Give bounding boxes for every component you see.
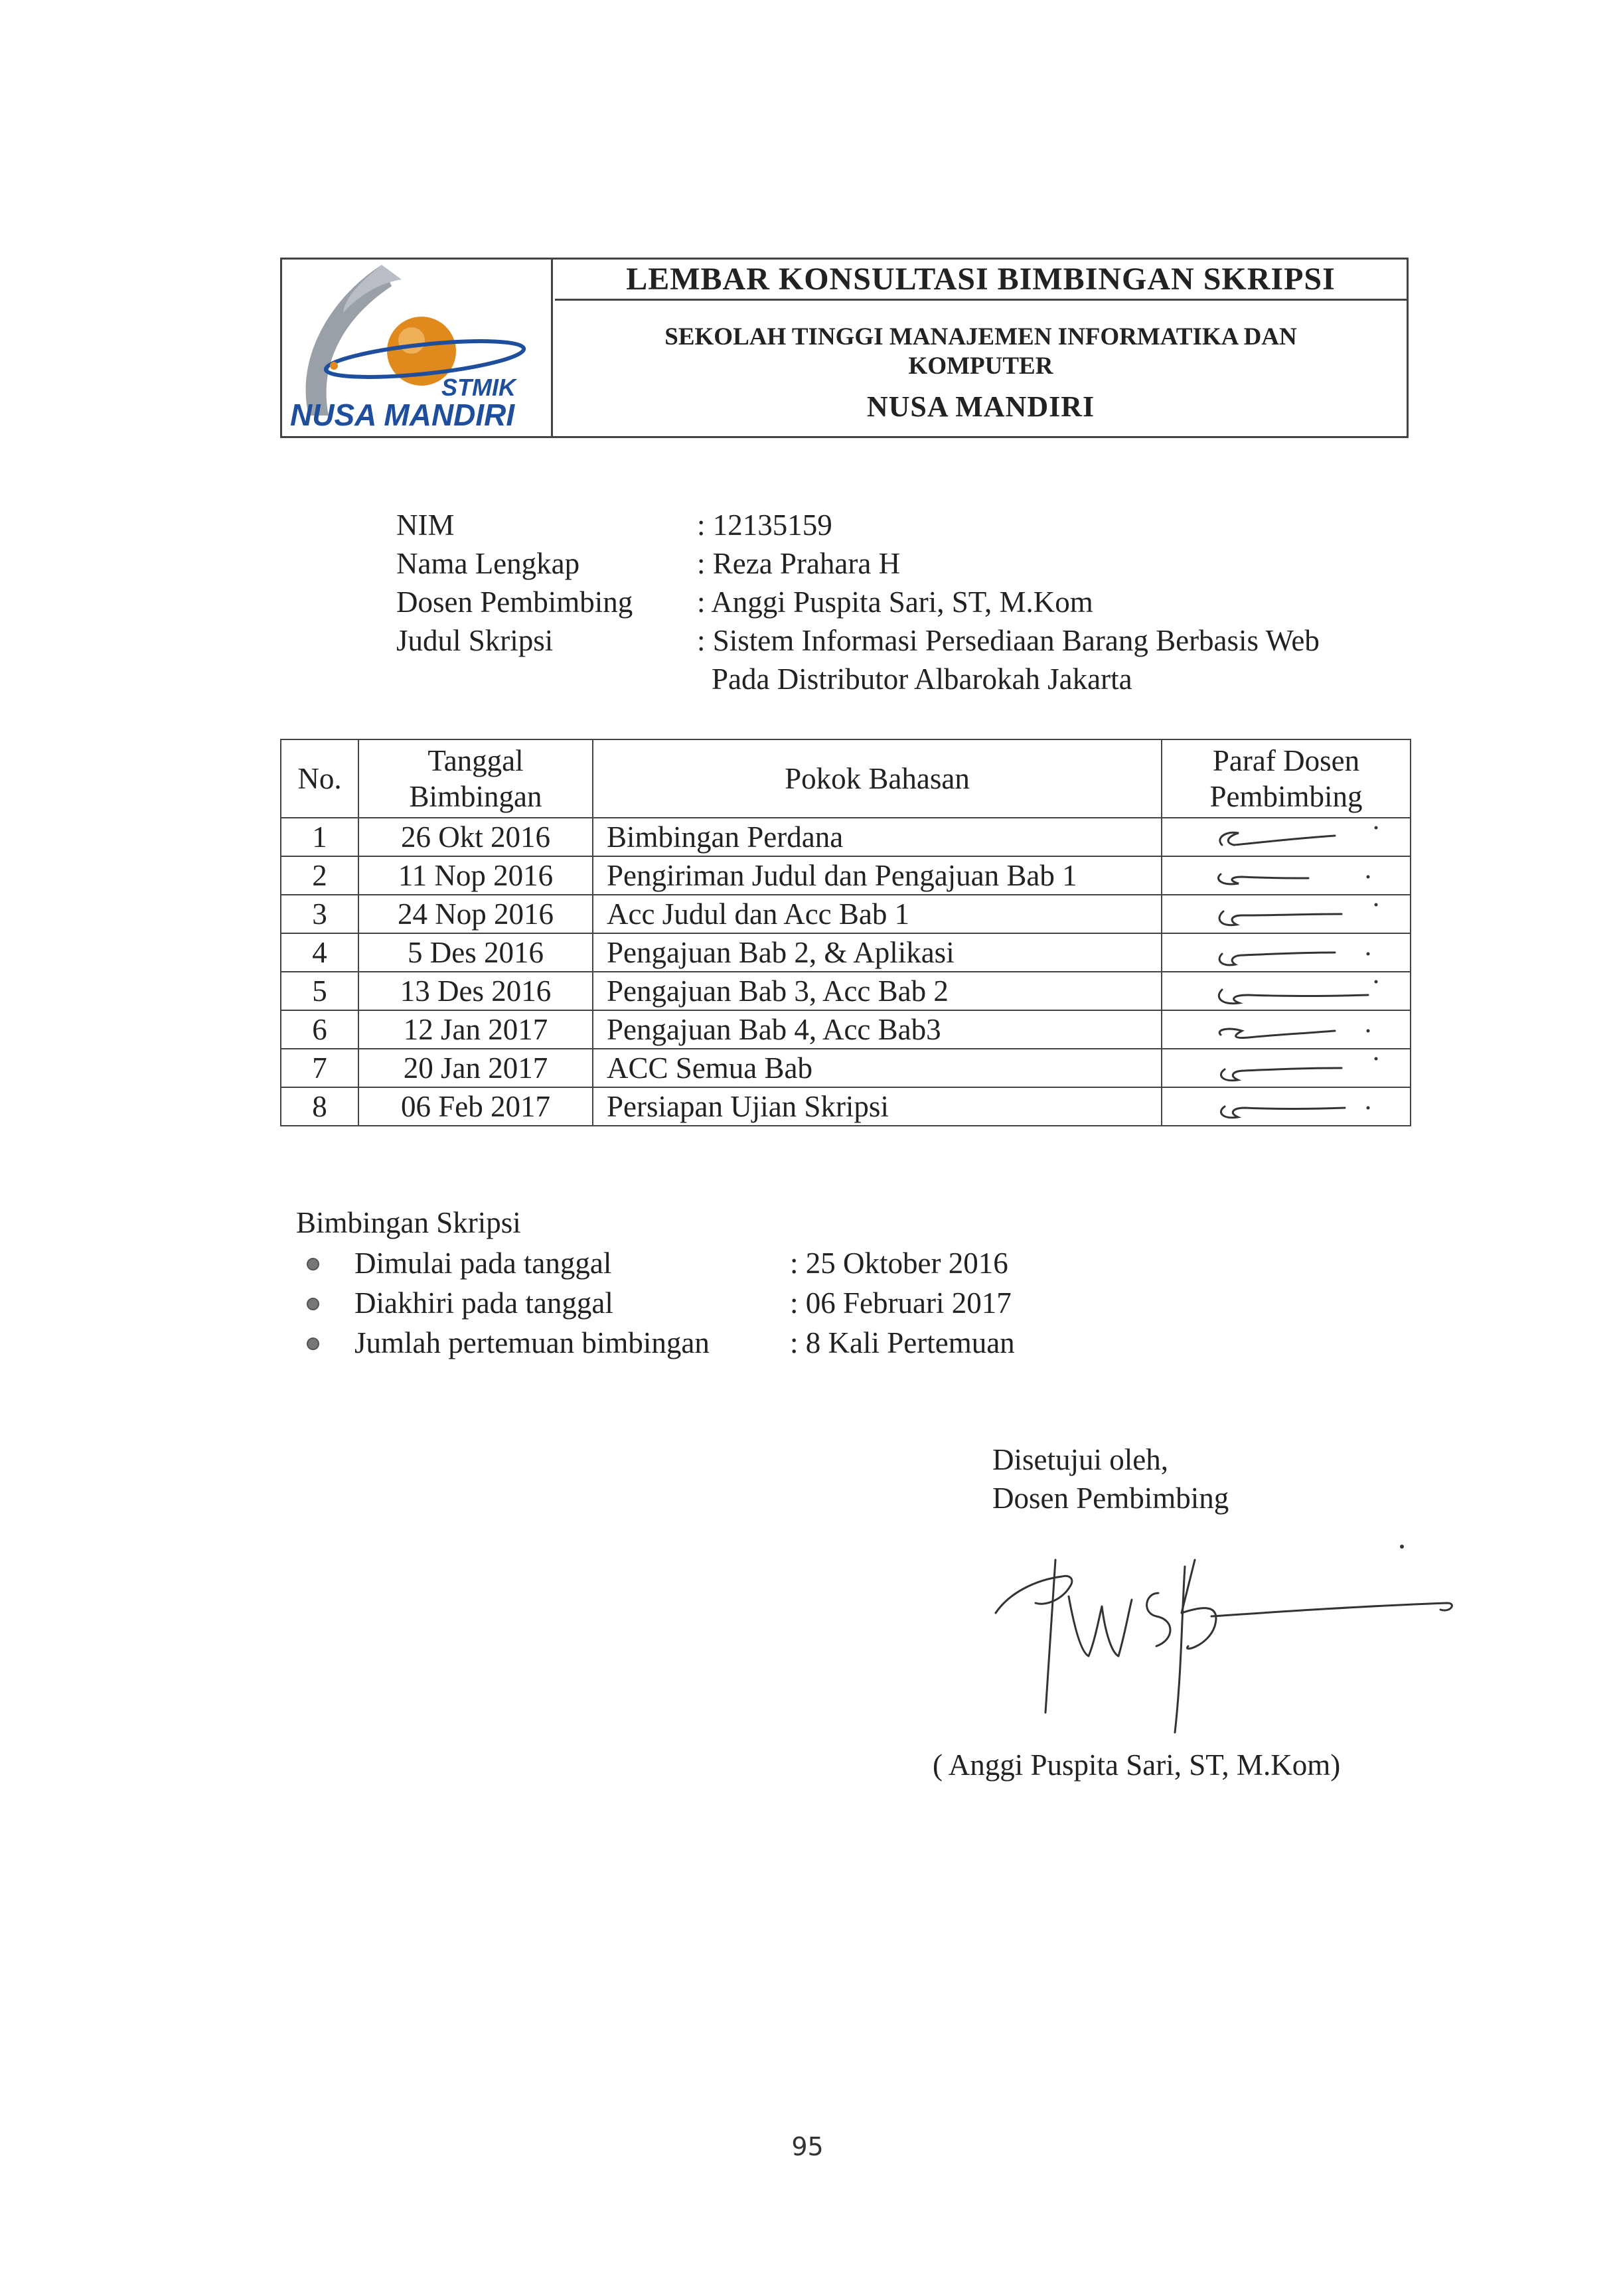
table-row	[281, 856, 1411, 895]
summary-start-label: Dimulai pada tanggal	[354, 1247, 612, 1280]
logo-text-stmik: STMIK	[441, 374, 516, 401]
row-number: 4	[281, 933, 358, 972]
nim-value: : 12135159	[697, 508, 832, 542]
row-topic: Pengajuan Bab 4, Acc Bab3	[593, 1010, 1162, 1049]
row-topic: Pengiriman Judul dan Pengajuan Bab 1	[593, 856, 1162, 895]
summary-count-value: : 8 Kali Pertemuan	[790, 1326, 1015, 1359]
institution-name-line1: SEKOLAH TINGGI MANAJEMEN INFORMATIKA DAN	[664, 323, 1297, 350]
table-row	[281, 1010, 1411, 1049]
thesis-value-line2: Pada Distributor Albarokah Jakarta	[712, 662, 1132, 696]
paraf-signature	[1202, 972, 1411, 1010]
institution-name-line3: NUSA MANDIRI	[866, 390, 1095, 423]
paraf-signature	[1202, 934, 1411, 971]
logo-cell	[282, 260, 553, 436]
paraf-signature	[1202, 1049, 1411, 1087]
header-date: Tanggal Bimbingan	[358, 739, 593, 818]
row-date: 11 Nop 2016	[358, 856, 593, 895]
table-header-row	[281, 739, 1411, 818]
row-date: 5 Des 2016	[358, 933, 593, 972]
row-signature	[1162, 933, 1411, 972]
row-topic: Acc Judul dan Acc Bab 1	[593, 895, 1162, 933]
table-row	[281, 895, 1411, 933]
table-row	[281, 972, 1411, 1010]
row-number: 5	[281, 972, 358, 1010]
paraf-signature	[1202, 857, 1411, 894]
header-topic: Pokok Bahasan	[593, 739, 1162, 818]
name-label: Nama Lengkap	[396, 547, 580, 580]
row-date: 06 Feb 2017	[358, 1087, 593, 1126]
nim-label: NIM	[396, 508, 455, 542]
thesis-value-line1: : Sistem Informasi Persediaan Barang Berbasis Web	[697, 624, 1320, 657]
row-number: 2	[281, 856, 358, 895]
approval-line1: Disetujui oleh,	[992, 1443, 1168, 1476]
form-title: LEMBAR KONSULTASI BIMBINGAN SKRIPSI	[555, 260, 1407, 301]
summary-count-label: Jumlah pertemuan bimbingan	[354, 1326, 710, 1359]
consultation-table	[280, 739, 1411, 1126]
row-topic: ACC Semua Bab	[593, 1049, 1162, 1087]
row-signature	[1162, 1010, 1411, 1049]
summary-end-value: : 06 Februari 2017	[790, 1286, 1012, 1320]
bullet-icon	[307, 1258, 319, 1270]
table-row	[281, 933, 1411, 972]
table-row	[281, 1049, 1411, 1087]
row-number: 3	[281, 895, 358, 933]
advisor-name: ( Anggi Puspita Sari, ST, M.Kom)	[933, 1748, 1341, 1782]
row-number: 8	[281, 1087, 358, 1126]
row-number: 7	[281, 1049, 358, 1087]
row-topic: Pengajuan Bab 2, & Aplikasi	[593, 933, 1162, 972]
summary-start-value: : 25 Oktober 2016	[790, 1247, 1008, 1280]
row-date: 20 Jan 2017	[358, 1049, 593, 1087]
row-signature	[1162, 1049, 1411, 1087]
thesis-label: Judul Skripsi	[396, 624, 554, 657]
header-no: No.	[281, 739, 358, 818]
summary-end-label: Diakhiri pada tanggal	[354, 1286, 613, 1320]
row-date: 24 Nop 2016	[358, 895, 593, 933]
row-topic: Persiapan Ujian Skripsi	[593, 1087, 1162, 1126]
summary-heading: Bimbingan Skripsi	[296, 1206, 521, 1239]
row-number: 1	[281, 818, 358, 856]
approval-line2: Dosen Pembimbing	[992, 1482, 1229, 1515]
table-row	[281, 818, 1411, 856]
header-signature: Paraf Dosen Pembimbing	[1162, 739, 1411, 818]
bullet-icon	[307, 1338, 319, 1350]
row-signature	[1162, 818, 1411, 856]
row-signature	[1162, 1087, 1411, 1126]
row-date: 13 Des 2016	[358, 972, 593, 1010]
advisor-label: Dosen Pembimbing	[396, 585, 633, 619]
header-box	[280, 258, 1409, 438]
row-topic: Bimbingan Perdana	[593, 818, 1162, 856]
paraf-signature	[1202, 1011, 1411, 1048]
table-row	[281, 1087, 1411, 1126]
row-signature	[1162, 972, 1411, 1010]
row-date: 26 Okt 2016	[358, 818, 593, 856]
row-signature	[1162, 895, 1411, 933]
institution-name-line2: KOMPUTER	[908, 352, 1053, 380]
paraf-signature	[1202, 818, 1411, 856]
row-number: 6	[281, 1010, 358, 1049]
advisor-value: : Anggi Puspita Sari, ST, M.Kom	[697, 585, 1093, 619]
bullet-icon	[307, 1298, 319, 1310]
logo-text-nusa-mandiri: NUSA MANDIRI	[290, 398, 515, 432]
paraf-signature	[1202, 1088, 1411, 1125]
stmik-nusa-mandiri-logo	[282, 260, 551, 436]
paraf-signature	[1202, 895, 1411, 933]
row-topic: Pengajuan Bab 3, Acc Bab 2	[593, 972, 1162, 1010]
row-date: 12 Jan 2017	[358, 1010, 593, 1049]
row-signature	[1162, 856, 1411, 895]
advisor-signature	[982, 1540, 1460, 1752]
name-value: : Reza Prahara H	[697, 547, 901, 580]
page-number: 95	[791, 2132, 824, 2161]
